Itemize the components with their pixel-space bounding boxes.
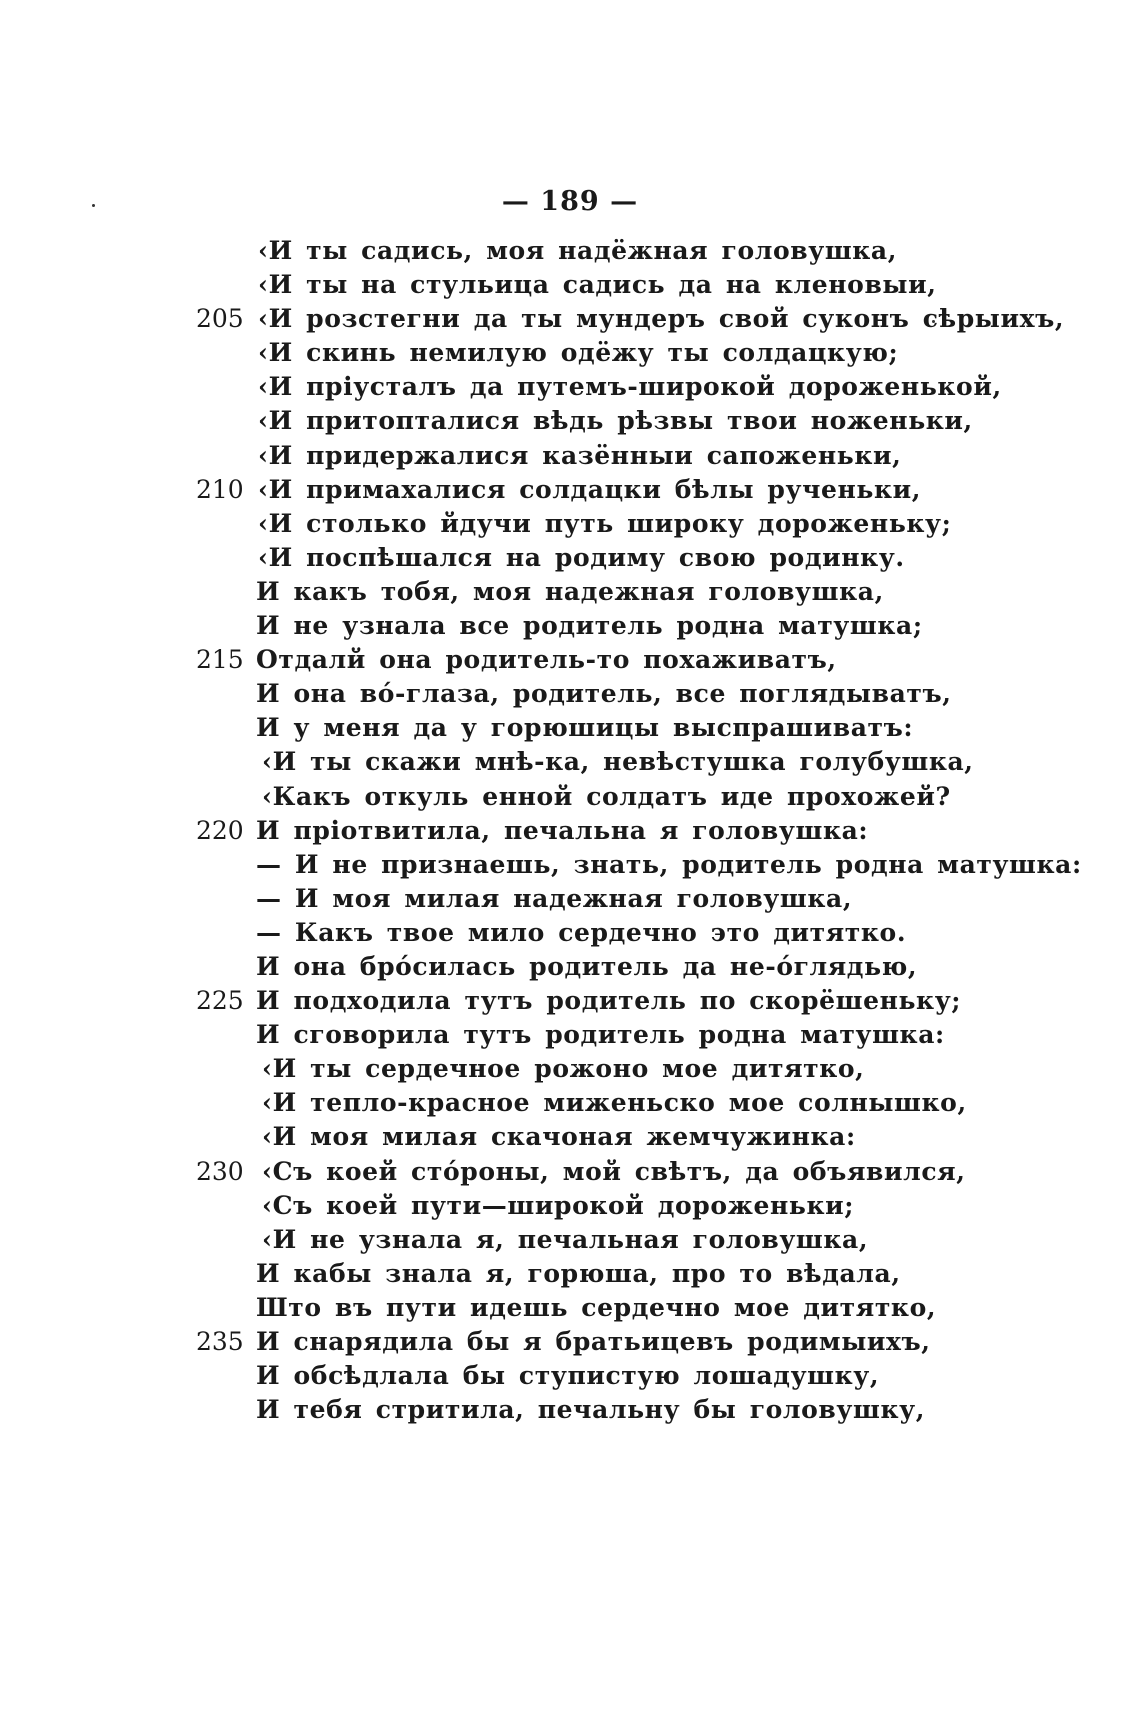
line-number: 215 [196,645,244,675]
verse-line [0,711,1140,745]
verse-line [0,1291,1140,1325]
verse-line [0,1257,1140,1291]
verse-line [0,814,1140,848]
verse-line-text: ‹И столько йдучи путь широку дороженьку; [258,508,952,538]
verse-line-text: И не узнала все родитель родна матушка; [256,611,923,641]
verse-line-text: ‹И скинь немилую одёжу ты солдацкую; [258,338,899,368]
verse-line [0,1018,1140,1052]
verse-line [0,336,1140,370]
verse-line [0,609,1140,643]
verse-line [0,507,1140,541]
verse-line-text: — И моя милая надежная головушка, [256,883,853,913]
verse-line-text: И подходила тутъ родитель по скорёшеньку; [256,986,962,1016]
verse-line-text: И тебя стритила, печальну бы головушку, [256,1395,926,1425]
line-number: 205 [196,304,244,334]
verse-line [0,1189,1140,1223]
verse-line-text: ‹Съ коей пути—широкой дороженьки; [262,1190,855,1220]
verse-line-text: ‹И придержалися казённыи сапоженьки, [258,440,902,470]
verse-line [0,302,1140,336]
verse-line [0,1120,1140,1154]
verse-line-text: ‹И поспѣшался на родиму свою родинку. [258,542,905,572]
verse-line-text: ‹И розстегни да ты мундеръ свой суконъ сѣрыихъ, [258,304,1065,334]
verse-line [0,643,1140,677]
verse-line [0,882,1140,916]
verse-line-text: И обсѣдлала бы ступистую лошадушку, [256,1361,880,1391]
verse-line [0,575,1140,609]
verse-line-text: ‹И ты садись, моя надёжная головушка, [258,236,898,265]
verse-line-text: ‹И ты скажи мнѣ-ка, невѣстушка голубушка, [262,747,974,777]
verse-line-text: И какъ тобя, моя надежная головушка, [256,576,884,606]
verse-line-text: — И не признаешь, знать, родитель родна матушка: [256,849,1082,879]
verse-line-text: ‹И примахалися солдацки бѣлы рученьки, [258,474,922,504]
verse-line-text: ‹И ты на стульица садись да на кленовыи, [258,270,937,300]
verse-line-text: Што въ пути идешь сердечно мое дитятко, [256,1292,937,1322]
verse-line [0,1052,1140,1086]
verse-line-text: И у меня да у горюшицы выспрашиватъ: [256,713,914,743]
verse-line [0,1155,1140,1189]
line-number: 220 [196,815,244,845]
verse-line [0,541,1140,575]
verse-line [0,1325,1140,1359]
verse-line-text: ‹И пріусталъ да путемъ-широкой дороженькой, [258,372,1002,402]
verse-line [0,1086,1140,1120]
verse-line-text: ‹И не узнала я, печальная головушка, [262,1224,869,1254]
verse-line [0,916,1140,950]
verse-line-text: И снарядила бы я братьицевъ родимыихъ, [256,1327,931,1356]
verse-line [0,950,1140,984]
verse-line-text: ‹Съ коей стóроны, мой свѣтъ, да объявился, [262,1156,966,1186]
verse-line [0,370,1140,404]
verse-line [0,473,1140,507]
line-number: 235 [196,1327,244,1356]
line-number: 210 [196,474,244,504]
verse-line [0,984,1140,1018]
verse-line [0,677,1140,711]
verse-line [0,404,1140,438]
verse-line [0,1393,1140,1427]
verse-line-text: И кабы знала я, горюша, про то вѣдала, [256,1258,901,1288]
verse-line-text: ‹И притопталися вѣдь рѣзвы твои ноженьки, [258,406,973,436]
verse-line [0,234,1140,268]
verse-line-text: ‹И моя милая скачоная жемчужинка: [262,1122,856,1152]
verse-line-text: Отдалй она родитель-то похаживатъ, [256,645,837,675]
verse-line [0,745,1140,779]
verse-line-text: ‹Какъ откуль енной солдатъ иде прохожей? [262,781,951,811]
verse-line-text: ‹И ты сердечное рожоно мое дитятко, [262,1054,865,1084]
verse-line [0,780,1140,814]
verse-line-text: И она брóсилась родитель да не-óглядью, [256,951,918,981]
verse-line [0,848,1140,882]
verse-line-text: И она вó-глаза, родитель, все поглядыватъ, [256,679,952,709]
line-number: 225 [196,986,244,1016]
verse-line [0,268,1140,302]
verse-line-text: И сговорила тутъ родитель родна матушка: [256,1020,945,1050]
verse-line-text: И пріотвитила, печальна я головушка: [256,815,869,845]
verse-line [0,1359,1140,1393]
verse-line-text: ‹И тепло-красное миженьско мое солнышко, [262,1088,967,1118]
verse-line [0,439,1140,473]
line-number: 230 [196,1156,244,1186]
verse-line-text: — Какъ твое мило сердечно это дитятко. [256,917,907,947]
page-number: — 189 — [501,186,639,217]
verse-block [0,234,1140,1427]
verse-line [0,1223,1140,1257]
